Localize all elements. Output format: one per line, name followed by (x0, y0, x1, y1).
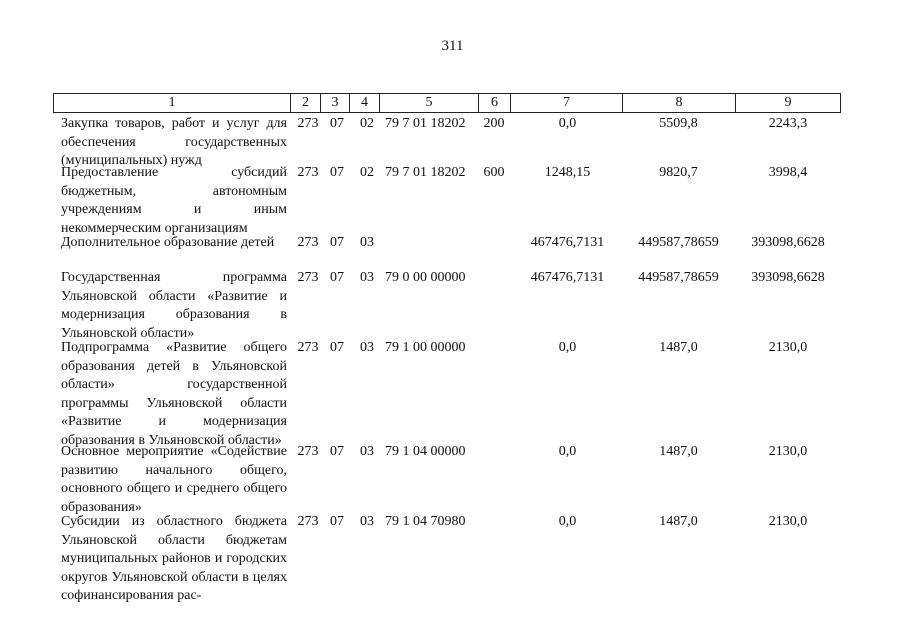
row-code-3: 07 (330, 514, 344, 529)
row-value-8: 449587,78659 (638, 235, 719, 250)
row-code-6: 600 (483, 165, 505, 180)
row-code-4: 03 (360, 514, 374, 529)
header-col-7: 7 (511, 94, 623, 112)
header-col-1: 1 (54, 94, 291, 112)
row-value-7: 0,0 (558, 514, 577, 529)
row-code-2: 273 (297, 235, 319, 250)
row-value-7: 1248,15 (544, 165, 591, 180)
row-value-9: 2130,0 (768, 444, 808, 459)
row-code-5: 79 7 01 18202 (385, 165, 466, 180)
row-code-2: 273 (297, 444, 319, 459)
row-value-9: 393098,6628 (751, 270, 825, 285)
row-value-8: 5509,8 (659, 116, 698, 131)
row-description: Государственная программа Ульяновской области «Развитие и модернизация образования в Ульяновской области» (61, 270, 287, 341)
row-description: Дополнительное образование детей (61, 235, 275, 250)
row-code-3: 07 (330, 165, 344, 180)
row-code-3: 07 (330, 340, 344, 355)
row-value-7: 467476,7131 (530, 270, 605, 285)
row-code-4: 02 (360, 116, 374, 131)
header-col-3: 3 (321, 94, 350, 112)
row-value-8: 1487,0 (659, 340, 698, 355)
header-col-5: 5 (380, 94, 479, 112)
row-value-7: 467476,7131 (530, 235, 605, 250)
row-value-9: 2130,0 (768, 514, 808, 529)
row-code-2: 273 (297, 270, 319, 285)
row-value-7: 0,0 (558, 444, 577, 459)
row-value-8: 1487,0 (659, 514, 698, 529)
row-code-5: 79 1 04 70980 (385, 514, 466, 529)
row-code-2: 273 (297, 340, 319, 355)
header-col-6: 6 (479, 94, 511, 112)
row-code-3: 07 (330, 116, 344, 131)
row-code-4: 02 (360, 165, 374, 180)
page-number: 311 (441, 38, 464, 54)
row-code-2: 273 (297, 514, 319, 529)
row-description: Подпрограмма «Развитие общего образования детей в Ульяновской области» государственной программы Ульяновской области «Развитие и модернизация образования в Ульяновской области» (61, 340, 287, 448)
row-code-4: 03 (360, 340, 374, 355)
row-code-2: 273 (297, 116, 319, 131)
header-col-9: 9 (784, 95, 792, 110)
row-value-9: 393098,6628 (751, 235, 825, 250)
header-col-2: 2 (291, 94, 321, 112)
row-code-3: 07 (330, 444, 344, 459)
row-code-3: 07 (330, 270, 344, 285)
row-code-5: 79 1 04 00000 (385, 444, 466, 459)
header-col-8: 8 (623, 94, 736, 112)
row-description: Закупка товаров, работ и услуг для обеспечения государственных (муниципальных) нужд (61, 116, 287, 169)
row-code-4: 03 (360, 235, 374, 250)
table-header-row (53, 93, 841, 113)
row-code-4: 03 (360, 444, 374, 459)
row-value-9: 2130,0 (768, 340, 808, 355)
row-description: Основное мероприятие «Содействие развитию начального общего, основного общего и среднего общего образования» (61, 444, 287, 515)
row-code-4: 03 (360, 270, 374, 285)
row-value-8: 9820,7 (659, 165, 698, 180)
row-code-5: 79 0 00 00000 (385, 270, 466, 285)
row-value-7: 0,0 (558, 116, 577, 131)
row-code-2: 273 (297, 165, 319, 180)
row-description: Предоставление субсидий бюджетным, автономным учреждениям и иным некоммерческим организациям (61, 165, 287, 236)
row-value-9: 2243,3 (768, 116, 808, 131)
row-code-6: 200 (483, 116, 505, 131)
row-value-9: 3998,4 (768, 165, 808, 180)
row-description: Субсидии из областного бюджета Ульяновской области бюджетам муниципальных районов и городских округов Ульяновской области в целях софинансирования рас- (61, 514, 287, 604)
row-value-8: 1487,0 (659, 444, 698, 459)
row-value-8: 449587,78659 (638, 270, 719, 285)
row-code-5: 79 7 01 18202 (385, 116, 466, 131)
row-code-3: 07 (330, 235, 344, 250)
row-code-5: 79 1 00 00000 (385, 340, 466, 355)
row-value-7: 0,0 (558, 340, 577, 355)
header-col-4: 4 (350, 94, 380, 112)
